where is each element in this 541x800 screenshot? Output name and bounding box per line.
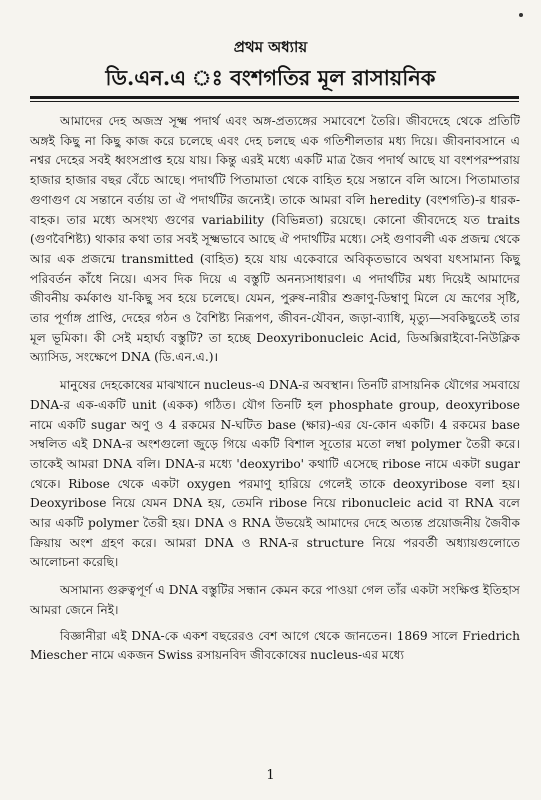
- paragraph-intro: আমাদের দেহ অজস্র সূক্ষ্ম পদার্থ এবং অঙ্গ-প্রত্যঙ্গের সমাবেশে তৈরি। জীবদেহে থেকে প্রতিটি অঙ্গই কিছু না কিছু কাজ করে চলেছে এবং দেহ চলছে এক গতিশীলতার মধ্য দিয়ে। জীবনাবসানে এ নশ্বর দেহের সবই ধ্বংসপ্রাপ্ত হয়ে যায়। কিন্তু এরই মধ্যে একটি মাত্র জৈব পদার্থ আছে যা বংশপরম্পরায় হাজার হাজার বছর বেঁচে আছে। পদার্থটি পিতামাতা থেকে বাহিত হয়ে সন্তানে বলি আসে। পিতামাতার গুণাগুণ যে সন্তানে বর্তায় তা ঐ পদার্থটির জন্যেই। তাকে আমরা বলি heredity (বংশগতি)-র ধারক-বাহক। তার মধ্যে অসংখ্য গুণের variability (বিভিন্নতা) রয়েছে। কোনো জীবদেহে যত traits (গুণবৈশিষ্ট্য) থাকার কথা তার সবই সূক্ষ্মভাবে আছে ঐ পদার্থটির মধ্যে। সেই গুণাবলী এক প্রজন্ম থেকে আর এক প্রজন্মে transmitted (বাহিত) হয়ে যায় একেবারে অবিকৃতভাবে অথবা যৎসামান্য কিছু পরিবর্তন কাঁধে নিয়ে। এসব দিক দিয়ে এ বস্তুটি অনন্যসাধারণ। এ পদার্থটির মধ্য দিয়েই আমাদের জীবনীয় কর্মকাণ্ড যা-কিছু সব হয়ে চলেছে। যেমন, পুরুষ-নারীর শুক্রাণু-ডিম্বাণু মিলে যে ভ্রূণের সৃষ্টি, তার পূর্ণাঙ্গ প্রাপ্তি, দেহের গঠন ও বৈশিষ্ট্য নিরূপণ, জীবন-যৌবন, জড়া-ব্যাধি, মৃত্যু—সবকিছুতেই তার মূল ভূমিকা। কী সেই মহার্ঘ্য বস্তুটি? তা হচ্ছে Deoxyribonucleic Acid, ডিঅক্সিরাইবো-নিউক্লিক অ্যাসিড, সংক্ষেপে DNA (ডি.এন.এ.)।: [30, 114, 520, 365]
- title-rule-thin: [30, 101, 519, 102]
- ink-speck: [519, 13, 523, 17]
- chapter-heading: প্রথম অধ্যায়: [233, 38, 308, 56]
- body-text: [30, 112, 520, 666]
- paragraph-miescher: বিজ্ঞানীরা এই DNA-কে একশ বছরেরও বেশ আগে থেকে জানতেন। 1869 সালে Friedrich Miescher নামে একজন Swiss রসায়নবিদ জীবকোষের nucleus-এর মধ্যে: [30, 628, 520, 663]
- title-rule-thick: [30, 96, 519, 99]
- paragraph-dna-structure: মানুষের দেহকোষের মাঝখানে nucleus-এ DNA-র অবস্থান। তিনটি রাসায়নিক যৌগের সমবায়ে DNA-র এক-একটি unit (একক) গঠিত। যৌগ তিনটি হল phosphate group, deoxyribose নামে একটি sugar অণু ও 4 রকমের N-ঘটিত base (ক্ষার)-এর যে-কোন একটি। 4 রকমের base সম্বলিত এই DNA-র অংশগুলো জুড়ে গিয়ে একটি বিশাল সূতোর মতো লম্বা polymer তৈরী করে। তাকেই আমরা DNA বলি। DNA-র মধ্যে 'deoxyribo' কথাটি এসেছে ribose নামে একটা sugar থেকে। Ribose থেকে একটা oxygen পরমাণু হারিয়ে গেলেই তাকে deoxyribose বলা হয়। Deoxyribose নিয়ে যেমন DNA হয়, তেমনি ribose নিয়ে ribonucleic acid বা RNA বলে আর একটি polymer তৈরী হয়। DNA ও RNA উভয়েই আমাদের দেহে অত্যন্ত প্রয়োজনীয় জৈবীক ক্রিয়ায় অংশ গ্রহণ করে। আমরা DNA ও RNA-র structure নিয়ে পরবর্তী অধ্যায়গুলোতে আলোচনা করেছি।: [30, 378, 520, 570]
- page-number: 1: [266, 768, 275, 783]
- paragraph-history-intro: অসামান্য গুরুত্বপূর্ণ এ DNA বস্তুটির সন্ধান কেমন করে পাওয়া গেল তাঁর একটা সংক্ষিপ্ত ইতিহাস আমরা জেনে নিই।: [30, 583, 520, 617]
- chapter-title: ডি.এন.এ ঃ বংশগতির মূল রাসায়নিক: [105, 65, 436, 90]
